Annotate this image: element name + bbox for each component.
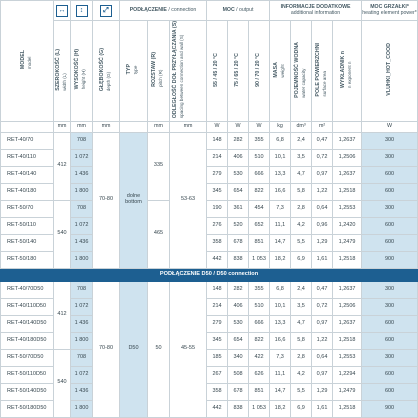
water-cell: 4,7 — [291, 166, 312, 183]
width-cell: 412 — [54, 132, 71, 200]
surface-cell: 0,96 — [312, 217, 333, 234]
exponent-cell: 1,2637 — [333, 315, 362, 332]
mass-cell: 6,8 — [270, 132, 291, 149]
heater-cell: 300 — [362, 281, 418, 298]
mass-cell: 10,1 — [270, 149, 291, 166]
model-cell: RET-50/180 — [1, 251, 54, 268]
height-cell: 708 — [71, 132, 93, 149]
output-cell: 626 — [249, 366, 270, 383]
heater-cell: 300 — [362, 298, 418, 315]
width-cell: 540 — [54, 200, 71, 268]
height-cell: 1 072 — [71, 149, 93, 166]
output-cell: 666 — [249, 166, 270, 183]
output-cell: 361 — [228, 200, 249, 217]
water-cell: 5,5 — [291, 383, 312, 400]
table-row — [1, 281, 418, 298]
exponent-cell: 1,2518 — [333, 251, 362, 268]
width-icon: ↔ — [54, 1, 71, 21]
model-cell: RET-40/110D50 — [1, 298, 54, 315]
mass-cell: 16,6 — [270, 183, 291, 200]
surface-cell: 1,22 — [312, 332, 333, 349]
output-cell: 822 — [249, 332, 270, 349]
header-mass: MASA weight — [270, 21, 291, 122]
surface-cell: 0,97 — [312, 315, 333, 332]
mass-cell: 13,3 — [270, 166, 291, 183]
unit-cell: m² — [312, 121, 333, 132]
unit-cell: mm — [54, 121, 71, 132]
heater-cell: 900 — [362, 251, 418, 268]
output-cell: 345 — [207, 183, 228, 200]
height-cell: 1 436 — [71, 383, 93, 400]
output-cell: 678 — [228, 383, 249, 400]
water-cell: 3,5 — [291, 298, 312, 315]
output-cell: 267 — [207, 366, 228, 383]
water-cell: 5,8 — [291, 332, 312, 349]
output-cell: 279 — [207, 166, 228, 183]
table-row — [1, 200, 418, 217]
water-cell: 2,4 — [291, 132, 312, 149]
header-type: TYP type — [120, 21, 148, 122]
exponent-cell: 1,2518 — [333, 400, 362, 417]
surface-cell: 0,64 — [312, 200, 333, 217]
height-cell: 1 800 — [71, 332, 93, 349]
surface-cell: 0,47 — [312, 132, 333, 149]
output-cell: 454 — [249, 200, 270, 217]
exponent-cell: 1,2506 — [333, 298, 362, 315]
header-connection-group: PODŁĄCZENIE / connection — [120, 1, 207, 21]
model-cell: RET-50/70D50 — [1, 349, 54, 366]
height-cell: 1 072 — [71, 217, 93, 234]
exponent-cell: 1,2637 — [333, 132, 362, 149]
depth-cell: 70-80 — [93, 132, 120, 268]
height-cell: 708 — [71, 281, 93, 298]
water-cell: 3,5 — [291, 149, 312, 166]
water-cell: 6,9 — [291, 400, 312, 417]
mass-cell: 16,6 — [270, 332, 291, 349]
height-cell: 1 800 — [71, 183, 93, 200]
mass-cell: 6,8 — [270, 281, 291, 298]
surface-cell: 0,72 — [312, 298, 333, 315]
mass-cell: 10,1 — [270, 298, 291, 315]
water-cell: 2,8 — [291, 349, 312, 366]
header-model: MODEL model — [1, 1, 54, 122]
exponent-cell: 1,2479 — [333, 234, 362, 251]
heater-cell: 900 — [362, 400, 418, 417]
output-cell: 442 — [207, 400, 228, 417]
model-cell: RET-50/180D50 — [1, 400, 54, 417]
header-height: WYSOKOŚĆ (H) height (H) — [71, 21, 93, 122]
unit-cell: mm — [148, 121, 170, 132]
model-cell: RET-40/70D50 — [1, 281, 54, 298]
output-cell: 822 — [249, 183, 270, 200]
surface-cell: 0,72 — [312, 149, 333, 166]
output-cell: 520 — [228, 217, 249, 234]
model-cell: RET-40/180D50 — [1, 332, 54, 349]
height-cell: 1 436 — [71, 166, 93, 183]
model-cell: RET-40/110 — [1, 149, 54, 166]
exponent-cell: 1,2518 — [333, 332, 362, 349]
height-cell: 708 — [71, 349, 93, 366]
heater-cell: 600 — [362, 383, 418, 400]
output-cell: 666 — [249, 315, 270, 332]
output-cell: 654 — [228, 332, 249, 349]
model-cell: RET-50/140D50 — [1, 383, 54, 400]
height-cell: 1 072 — [71, 366, 93, 383]
output-cell: 345 — [207, 332, 228, 349]
unit-cell: mm — [170, 121, 207, 132]
water-cell: 2,8 — [291, 200, 312, 217]
pitch-cell: 335 — [148, 132, 170, 200]
unit-cell: dm³ — [291, 121, 312, 132]
output-cell: 355 — [249, 132, 270, 149]
exponent-cell: 1,2294 — [333, 366, 362, 383]
header-heater: VLUHKI_HOT_COOD — [362, 21, 418, 122]
header-depth: GŁĘBOKOŚĆ (G) depth (G) — [93, 21, 120, 122]
output-cell: 148 — [207, 281, 228, 298]
exponent-cell: 1,2553 — [333, 349, 362, 366]
output-cell: 442 — [207, 251, 228, 268]
header-spacing: ODLEGŁOŚĆ DOŁ PRZYŁĄCZANIA (S) spacing between connection and wall (S) — [170, 21, 207, 122]
header-exponent: WYKŁADNIK n n exponent n — [333, 21, 362, 122]
model-cell: RET-50/140 — [1, 234, 54, 251]
header-water: POJEMNOŚĆ WODNA water capacity — [291, 21, 312, 122]
height-cell: 1 800 — [71, 400, 93, 417]
header-surface: POLE POWIERZCHNI surface area — [312, 21, 333, 122]
heater-cell: 600 — [362, 234, 418, 251]
mass-cell: 7,3 — [270, 200, 291, 217]
heater-cell: 300 — [362, 349, 418, 366]
header-pitch: ROZSTAW (R) pitch (R) — [148, 21, 170, 122]
exponent-cell: 1,2637 — [333, 166, 362, 183]
header-width: SZEROKOŚĆ (L) width (L) — [54, 21, 71, 122]
output-cell: 358 — [207, 234, 228, 251]
table-row — [1, 349, 418, 366]
output-cell: 422 — [249, 349, 270, 366]
depth-icon: ⤢ — [93, 1, 120, 21]
surface-cell: 0,64 — [312, 349, 333, 366]
type-cell: D50 — [120, 281, 148, 417]
model-cell: RET-40/70 — [1, 132, 54, 149]
output-cell: 510 — [249, 298, 270, 315]
heater-cell: 600 — [362, 166, 418, 183]
surface-cell: 1,61 — [312, 251, 333, 268]
output-cell: 1 053 — [249, 400, 270, 417]
heater-cell: 600 — [362, 315, 418, 332]
exponent-cell: 1,2553 — [333, 200, 362, 217]
output-cell: 406 — [228, 149, 249, 166]
unit-cell: W — [249, 121, 270, 132]
output-cell: 340 — [228, 349, 249, 366]
water-cell: 6,9 — [291, 251, 312, 268]
section-separator — [1, 268, 418, 281]
mass-cell: 18,2 — [270, 251, 291, 268]
depth-cell: 70-80 — [93, 281, 120, 417]
output-cell: 214 — [207, 149, 228, 166]
output-cell: 358 — [207, 383, 228, 400]
heater-cell: 300 — [362, 200, 418, 217]
header-output-55: 55 / 45 / 20 °C — [207, 21, 228, 122]
model-cell: RET-50/110D50 — [1, 366, 54, 383]
output-cell: 652 — [249, 217, 270, 234]
surface-cell: 1,29 — [312, 234, 333, 251]
output-cell: 282 — [228, 281, 249, 298]
output-cell: 530 — [228, 166, 249, 183]
model-cell: RET-40/140 — [1, 166, 54, 183]
exponent-cell: 1,2518 — [333, 183, 362, 200]
water-cell: 2,4 — [291, 281, 312, 298]
water-cell: 4,2 — [291, 217, 312, 234]
height-icon: ↕ — [71, 1, 93, 21]
separator-label: PODŁĄCZENIE D50 / D50 connection — [1, 268, 418, 281]
output-cell: 654 — [228, 183, 249, 200]
output-cell: 190 — [207, 200, 228, 217]
header-info-group: INFORMACJE DODATKOWE additional information — [270, 1, 362, 21]
model-cell: RET-50/110 — [1, 217, 54, 234]
surface-cell: 0,97 — [312, 166, 333, 183]
header-output-90: 90 / 70 / 20 °C — [249, 21, 270, 122]
output-cell: 282 — [228, 132, 249, 149]
surface-cell: 0,97 — [312, 366, 333, 383]
width-cell: 540 — [54, 349, 71, 417]
exponent-cell: 1,2637 — [333, 281, 362, 298]
table-row — [1, 132, 418, 149]
mass-cell: 11,1 — [270, 217, 291, 234]
output-cell: 838 — [228, 251, 249, 268]
water-cell: 4,7 — [291, 315, 312, 332]
surface-cell: 1,29 — [312, 383, 333, 400]
output-cell: 851 — [249, 383, 270, 400]
header-heater-group: MOC GRZAŁKI* heating element power* — [362, 1, 418, 21]
mass-cell: 14,7 — [270, 234, 291, 251]
unit-cell: W — [362, 121, 418, 132]
unit-cell: W — [228, 121, 249, 132]
output-cell: 508 — [228, 366, 249, 383]
heater-cell: 600 — [362, 366, 418, 383]
water-cell: 5,5 — [291, 234, 312, 251]
unit-cell: mm — [71, 121, 93, 132]
output-cell: 406 — [228, 298, 249, 315]
output-cell: 276 — [207, 217, 228, 234]
model-cell: RET-40/140D50 — [1, 315, 54, 332]
output-cell: 185 — [207, 349, 228, 366]
heater-cell: 300 — [362, 132, 418, 149]
header-output-group: MOC / output — [207, 1, 270, 21]
header-output-75: 75 / 65 / 20 °C — [228, 21, 249, 122]
type-cell: dolne bottom — [120, 132, 148, 268]
height-cell: 1 800 — [71, 251, 93, 268]
spacing-cell: 45-55 — [170, 281, 207, 417]
spacing-cell: 53-63 — [170, 132, 207, 268]
surface-cell: 0,47 — [312, 281, 333, 298]
heater-cell: 600 — [362, 332, 418, 349]
height-cell: 1 436 — [71, 234, 93, 251]
heater-cell: 600 — [362, 183, 418, 200]
exponent-cell: 1,2506 — [333, 149, 362, 166]
mass-cell: 18,2 — [270, 400, 291, 417]
height-cell: 708 — [71, 200, 93, 217]
unit-cell: kg — [270, 121, 291, 132]
water-cell: 5,8 — [291, 183, 312, 200]
output-cell: 355 — [249, 281, 270, 298]
model-cell: RET-40/180 — [1, 183, 54, 200]
output-cell: 214 — [207, 298, 228, 315]
output-cell: 678 — [228, 234, 249, 251]
pitch-cell: 465 — [148, 200, 170, 268]
mass-cell: 13,3 — [270, 315, 291, 332]
output-cell: 530 — [228, 315, 249, 332]
water-cell: 4,2 — [291, 366, 312, 383]
unit-cell: mm — [93, 121, 120, 132]
model-cell: RET-50/70 — [1, 200, 54, 217]
output-cell: 510 — [249, 149, 270, 166]
units-row — [1, 121, 418, 132]
mass-cell: 7,3 — [270, 349, 291, 366]
output-cell: 838 — [228, 400, 249, 417]
height-cell: 1 072 — [71, 298, 93, 315]
output-cell: 1 053 — [249, 251, 270, 268]
height-cell: 1 436 — [71, 315, 93, 332]
mass-cell: 14,7 — [270, 383, 291, 400]
unit-cell: W — [207, 121, 228, 132]
surface-cell: 1,61 — [312, 400, 333, 417]
exponent-cell: 1,2420 — [333, 217, 362, 234]
heater-cell: 300 — [362, 149, 418, 166]
unit-cell — [333, 121, 362, 132]
output-cell: 148 — [207, 132, 228, 149]
heater-cell: 600 — [362, 217, 418, 234]
exponent-cell: 1,2479 — [333, 383, 362, 400]
surface-cell: 1,22 — [312, 183, 333, 200]
width-cell: 412 — [54, 281, 71, 349]
output-cell: 279 — [207, 315, 228, 332]
pitch-cell: 50 — [148, 281, 170, 417]
output-cell: 851 — [249, 234, 270, 251]
mass-cell: 11,1 — [270, 366, 291, 383]
